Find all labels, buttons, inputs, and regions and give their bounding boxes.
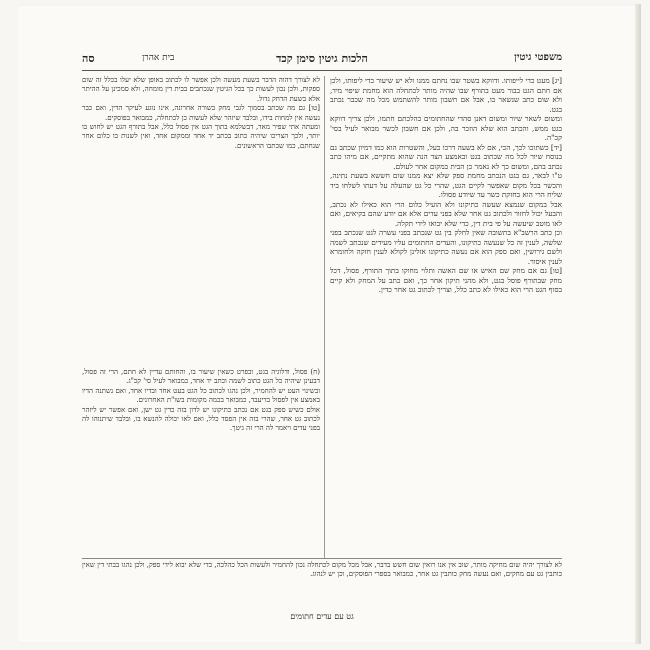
right-column	[330, 76, 562, 558]
bottom-paragraph: לא לצורך יהיה שום מחיקה מותר, שוב אין אנו רואין שום חשש בדבר, אבל מכל מקום לכתחלה נכון להחמיר ולעשות הכל כהלכה, כדי שלא יבוא לידי ספק, ולכן נהגו בבתי דין שאין כותבין גט עם מחקים, ואם נעשה מחק כותבין גט אחר, כמבואר בספרי הפוסקים, וכן יש לנהוג.	[82, 561, 562, 579]
paragraph: וכן כתב הרשב"א בתשובה שאין לחלק בין גט שנכתב בפני עשרה לגט שנכתב בפני שלשה, לענין זה כל שנעשה כתיקונו, והעדים החתומים עליו מעידים שנכתב לשמה ולשם גירושין, ואם ספק הוא אם נעשה כתיקונו אזלינן לקולא לענין חזקה ולחומרא לענין איסור.	[330, 228, 562, 266]
paragraph: לא לצורך דהוה הדבר בשעת מעשה ולכן אפשר לו לכתוב באופן שלא יעלו בכלל זה שום ספקות, ולכן נכון לעשות כך בכל הגיטין שנכתבים בבית דין מומחה, ולא סמכינן על ההיתר אלא בשעת הדחק גדול.	[82, 76, 320, 103]
header-rule	[82, 70, 562, 71]
left-column-bottom	[82, 368, 320, 558]
page-spine	[635, 4, 641, 644]
paragraph: [יד] כשתוכו לכך, הכי, אם לא בשעה דרכו כעל, והשטרות הוא כמו דמיון שכתב גם בנוסח שיור לכל מה שכתוב בגט ובאמצע הצד הנה שהוא מתקיים, אם מיהו כתב נכתב בהם, ומשום כך לא נאמר כן הבית במקום אחר לעולם.	[330, 142, 562, 171]
left-column-top	[82, 76, 320, 361]
paragraph: ט"ו לבאר, גם בגט הנכתב מחמת ספק שלא יצא ממנו שום חששא בשעת נתינה, והכשר בכל מקום שאפשר לקיים הגט, שהרי כל גט שהעלה על דעתו לשלחו ביד שליח הרי הוא בחזקת כשר עד שיודע פסולו.	[330, 171, 562, 199]
commentary-title: בית אהרן	[142, 53, 175, 63]
footer-note: גט עם עדים חתומים	[290, 612, 354, 621]
paragraph: [טו] גם מה שכתב בסמוך לגבי מחק בשורה אחרונה, אינו נוגע לעיקר הדין, ואם כבר נעשה אין למחות בידו, ובלבד שיזהר שלא לעשות כן לכתחלה, כמבואר בפוסקים.	[82, 104, 320, 122]
paragraph: [יג] מעט כדי לייפותו. ודווקא בשטר שבו נחתם ממנו ולא יש שיעור כדי ליפותו, ולכן אם חתם הגט בבור מעט בתורף שבו שהיה מותר לכתחלה הוא מחמת שיפוי מיד, ולא שום כתב שנשאר בו, אבל אם חשבון מותר להשתמש מכל מה שכבר נכתב בגט.	[330, 76, 562, 114]
paragraph: ומשום לשאר שיור ומשום דאנן סהדי שהחתומים כהלכתם חתמו, ולכן צריך דווקא בגט ממש, והכתב הוא שלא הוזכר בה, ולכן אם חשבון לכשר מבואר לעיל בסי' קכ"ה.	[330, 114, 562, 142]
section-title: משפטי גיטין	[514, 52, 562, 63]
column-divider	[324, 76, 325, 558]
page-number: סה	[82, 52, 95, 65]
paragraph: אולם כשיש ספק בגט אם נכתב כתיקונו יש לדון בזה כדין גט ישן, ואם אפשר יש ליזהר לכתוב גט אחר, שהרי בזה אין הפסד כלל, ואם לאו יכולה להנשא בו, ובלבד שיתנוהו לה בפני עדים ויאמר לה הרי זה גיטך.	[82, 405, 320, 433]
footer-rule	[82, 558, 562, 559]
paragraph: [טו] גם אם מחק שם האיש או שם האשה ותלוי מחוקו בתוך התורף, פסול, דכל מחק שבתורף פוסל בגט, ולא מהני תיקון אחר כך, ואם כתב על המחק ולא קיים בסוף הגט הרי הוא כאילו לא כתב כלל, וצריך לכתוב גט אחר כדין.	[330, 266, 562, 294]
paragraph: אבל במקום שנמצא שעשה כתיקונו ולא הועיל כלום הרי הוא כאילו לא נכתב, והבעל יכול לחזור ולכתוב גט אחר שלא בפני עדים אלא אם יודע שהם בקיאים, ואם לאו מוטב שיעשה על פי בית דין, כדי שלא יבואו לידי תקלה.	[330, 199, 562, 228]
running-head	[82, 52, 562, 70]
paragraph: ומעתה אתי שפיר מאד, דבשלמא בתוך הגט אין פסול כלל, אבל בתורף הגט יש לחוש בו יותר, ולכך הצריכו שיהיה כתוב בכתב יד אחד וממקום אחד, ואין לשנות בו כלום אחר שנחתם, כמו שכתבו הראשונים.	[82, 123, 320, 150]
paragraph: ובשינוי העט יש להחמיר, ולכן נהגו לכתוב כל הגט בעט אחד ובדיו אחד, ואם נשתנה הדיו באמצע אין לפסול בדיעבד, כמבואר בכמה מקומות בשו"ת האחרונים.	[82, 386, 320, 405]
paragraph: (ח) פסול, ודלוגיה בגט, ובפרט כשאין שיעור בו, והחותם עדיין לא חתם, הרי זה פסול, דבעינן שיהיה כל הגט כתוב לשמה וכתב יד אחד, כמבואר לעיל סי' קכ"ג.	[82, 368, 320, 386]
chapter-title: הלכות גיטין סימן קכד	[276, 52, 368, 65]
